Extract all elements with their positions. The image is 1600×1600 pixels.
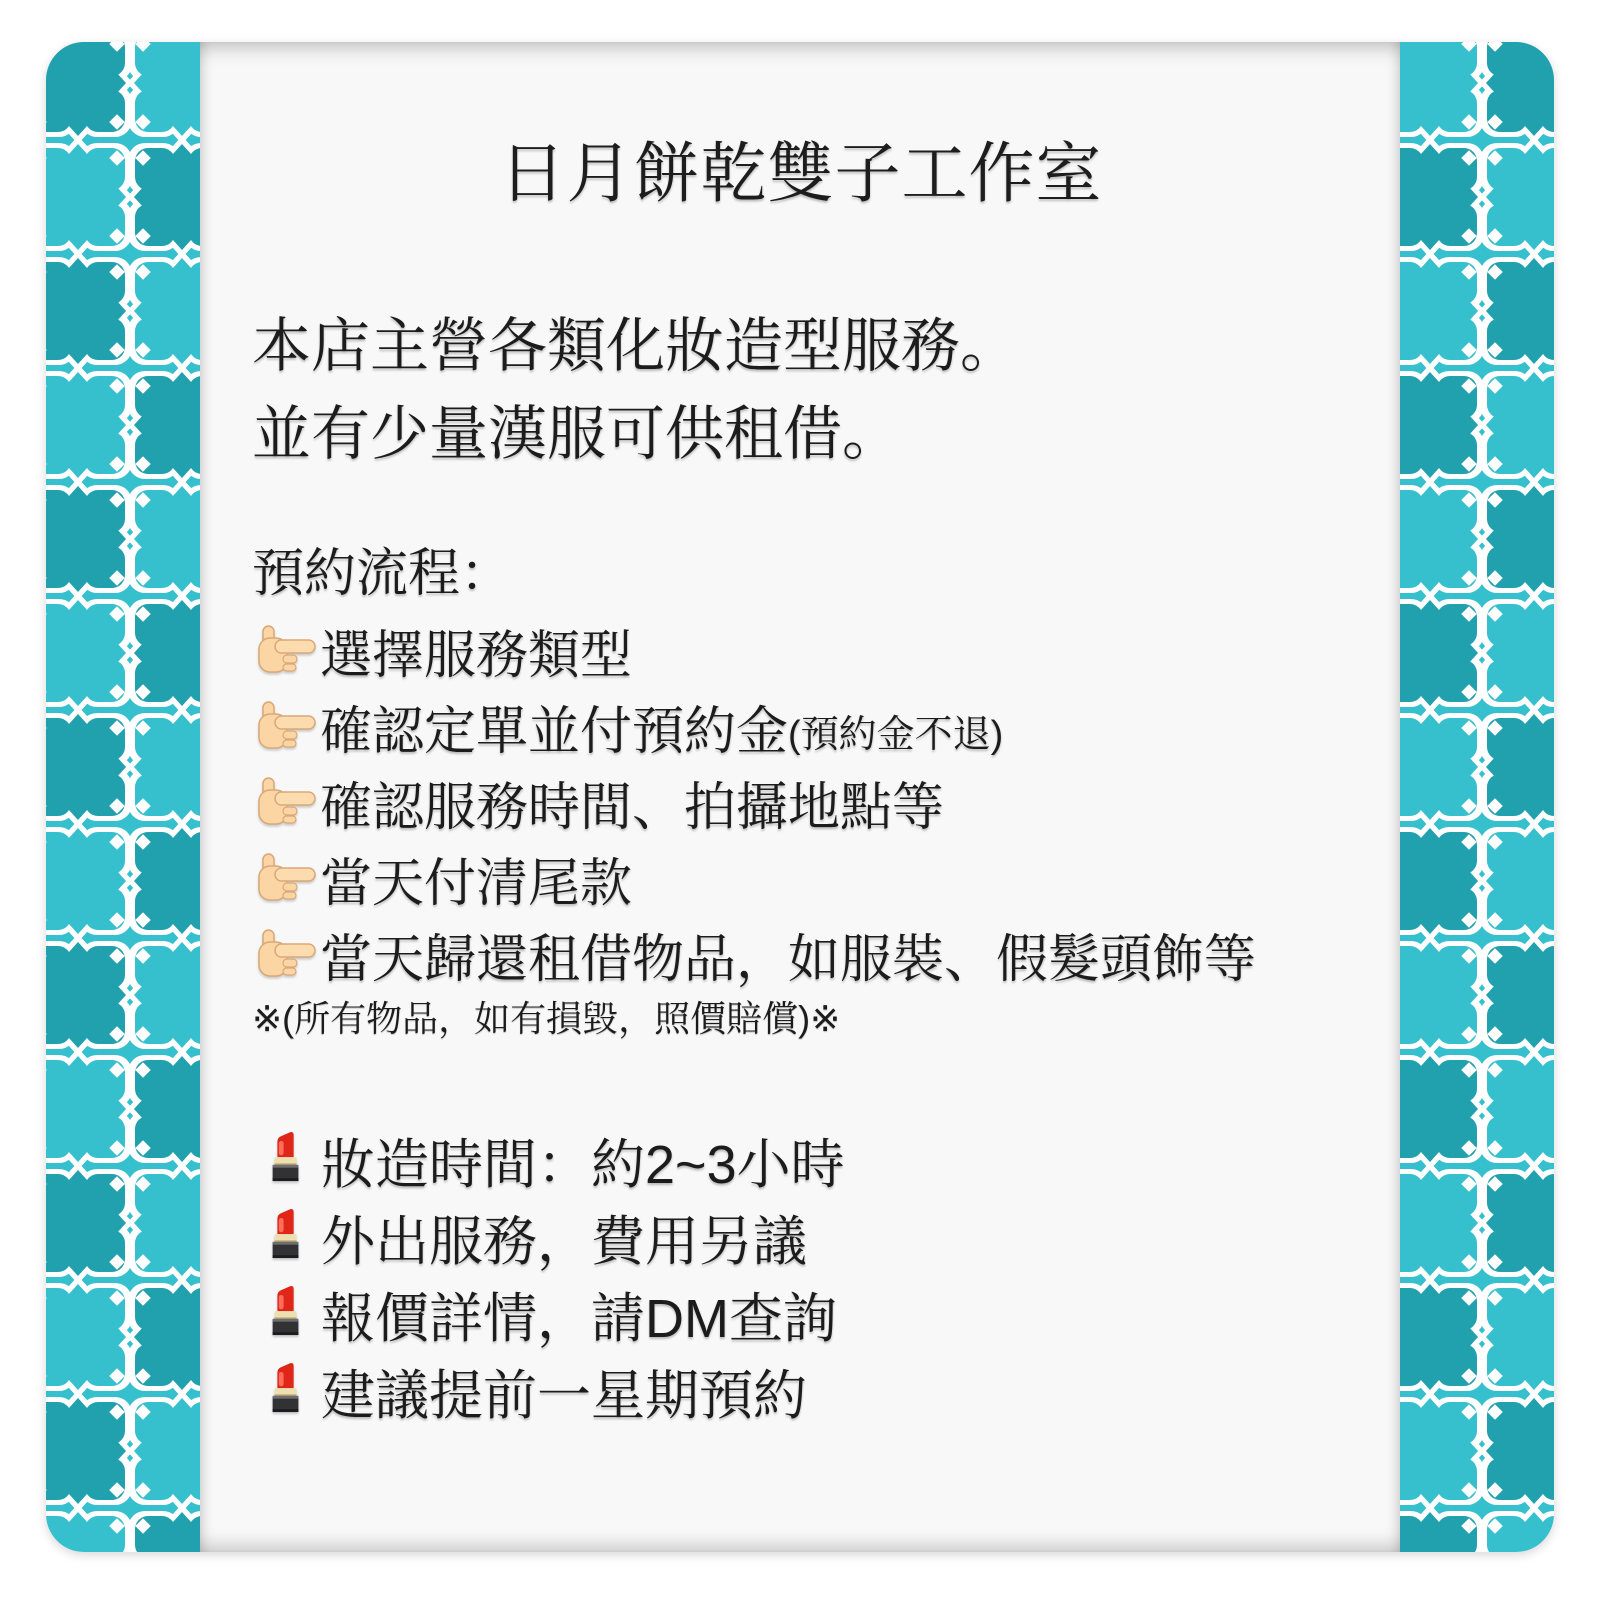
- detail-item: [252, 1276, 1350, 1353]
- studio-title: 日月餅乾雙子工作室: [499, 136, 1103, 210]
- intro-line: 並有少量漢服可供租借。: [252, 401, 902, 467]
- lipstick-icon: [265, 1282, 307, 1348]
- detail-item: [252, 1199, 1350, 1276]
- detail-text: 建議提前一星期預約: [321, 1366, 807, 1426]
- detail-text: 報價詳情，請DM查詢: [321, 1289, 837, 1349]
- booking-step: [252, 764, 1350, 840]
- poster-content: [200, 42, 1400, 1552]
- service-details-section: [252, 1122, 1350, 1430]
- detail-text: 外出服務，費用另議: [321, 1212, 807, 1272]
- detail-item: [252, 1353, 1350, 1430]
- pointing-right-icon: [252, 694, 318, 758]
- lipstick-icon: [265, 1359, 307, 1425]
- booking-step: [252, 612, 1350, 688]
- booking-step: [252, 840, 1350, 916]
- detail-item: [252, 1122, 1350, 1199]
- step-text: 當天歸還租借物品，如服裝、假髮頭飾等: [320, 930, 1257, 989]
- pointing-right-icon: [252, 922, 318, 986]
- booking-section: [252, 536, 1350, 1046]
- pointing-right-icon: [252, 846, 318, 910]
- intro-paragraph: [252, 302, 1350, 478]
- step-suffix: (預約金不退): [788, 713, 1004, 756]
- step-text: 選擇服務類型: [320, 626, 633, 685]
- detail-text: 妝造時間：約2~3小時: [321, 1135, 845, 1195]
- pointing-right-icon: [252, 618, 318, 682]
- damage-compensation-note: ※(所有物品，如有損毀，照價賠償)※: [252, 998, 841, 1039]
- left-pattern-band: [46, 42, 200, 1552]
- intro-line: 本店主營各類化妝造型服務。: [252, 313, 1020, 379]
- booking-heading: 預約流程：: [252, 545, 513, 603]
- right-pattern-band: [1400, 42, 1554, 1552]
- step-text: 確認服務時間、拍攝地點等: [320, 778, 945, 837]
- booking-step: [252, 688, 1350, 764]
- poster-card: [46, 42, 1554, 1552]
- step-text: 當天付清尾款: [320, 854, 633, 913]
- pointing-right-icon: [252, 770, 318, 834]
- lipstick-icon: [265, 1205, 307, 1271]
- booking-step: [252, 916, 1350, 992]
- lipstick-icon: [265, 1128, 307, 1194]
- step-text: 確認定單並付預約金: [320, 702, 789, 761]
